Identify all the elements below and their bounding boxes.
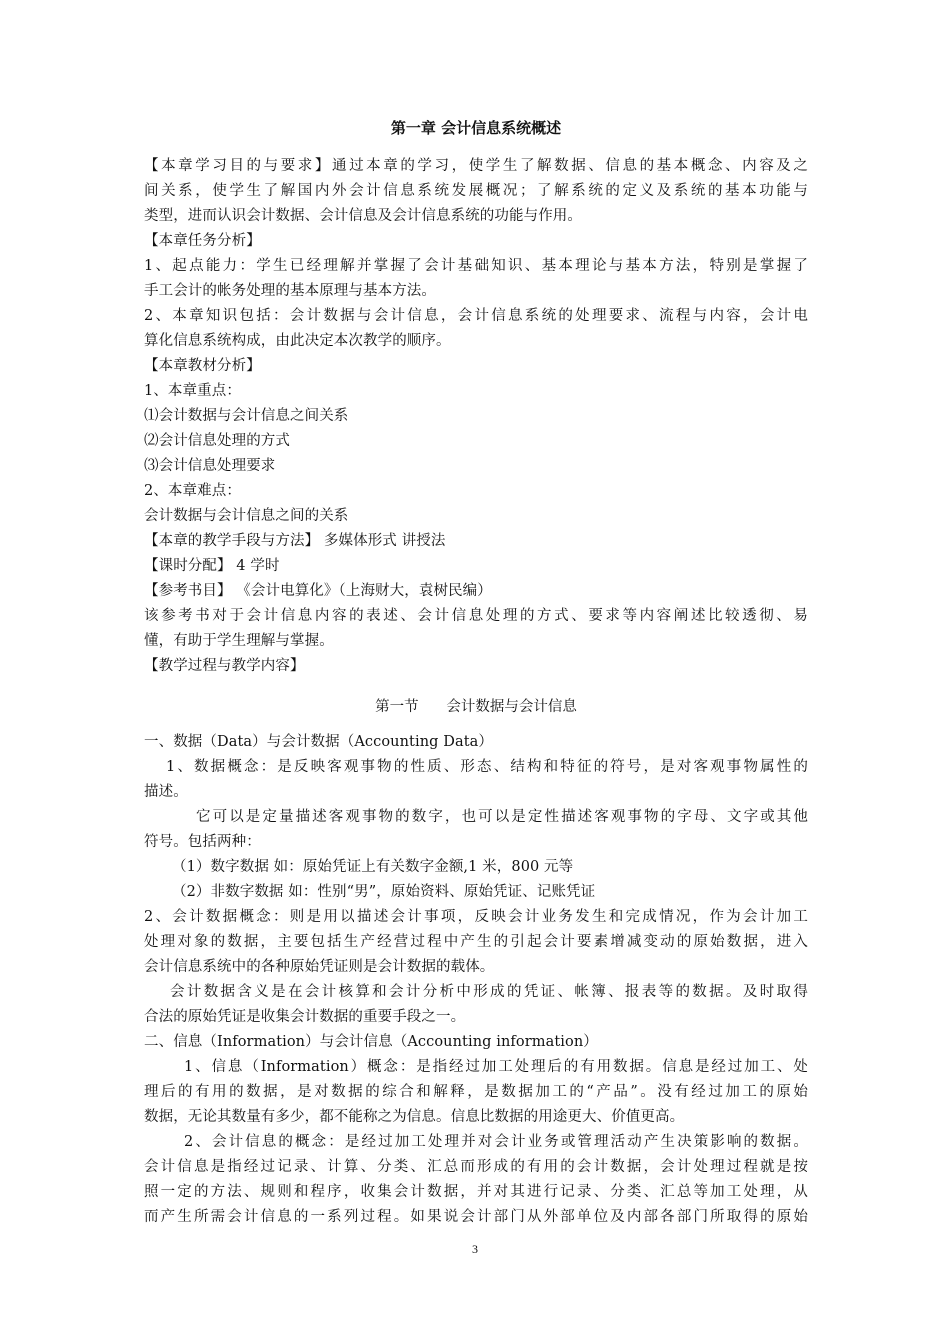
task-line-4: 算化信息系统构成，由此决定本次教学的顺序。: [144, 333, 451, 349]
reference-line: 【参考书目】 《会计电算化》（上海财大，袁树民编）: [144, 583, 492, 599]
intro-line-2: 间关系，使学生了解国内外会计信息系统发展概况；了解系统的定义及系统的基本功能与: [144, 183, 808, 199]
intro-line-1: 【本章学习目的与要求】通过本章的学习，使学生了解数据、信息的基本概念、内容及之: [144, 158, 808, 174]
body-line-14: 1、信息（Information）概念：是指经过加工处理后的有用数据。信息是经过加工、处: [184, 1059, 808, 1075]
body-line-19: 照一定的方法、规则和程序，收集会计数据，并对其进行记录、分类、汇总等加工处理，从: [144, 1184, 808, 1200]
body-line-16: 数据，无论其数量有多少，都不能称之为信息。信息比数据的用途更大、价值更高。: [144, 1109, 685, 1125]
body-line-11: 会计数据含义是在会计核算和会计分析中形成的凭证、帐簿、报表等的数据。及时取得: [170, 984, 808, 1000]
body-line-15: 理后的有用的数据，是对数据的综合和解释，是数据加工的“产品”。没有经过加工的原始: [144, 1084, 808, 1100]
material-line-3: ⑵会计信息处理的方式: [144, 433, 290, 449]
material-line-1: 1、本章重点：: [144, 383, 241, 399]
intro-line-3: 类型，进而认识会计数据、会计信息及会计信息系统的功能与作用。: [144, 208, 582, 224]
material-line-6: 会计数据与会计信息之间的关系: [144, 508, 349, 524]
page-number: 3: [472, 1242, 478, 1256]
task-line-3: 2、本章知识包括：会计数据与会计信息，会计信息系统的处理要求、流程与内容，会计电: [144, 308, 808, 324]
material-line-4: ⑶会计信息处理要求: [144, 458, 276, 474]
page-content: [144, 118, 808, 1230]
body-line-7: （2）非数字数据 如：性别“男”，原始资料、原始凭证、记账凭证: [172, 884, 596, 900]
section-title: 第一节 会计数据与会计信息: [375, 699, 577, 715]
material-line-5: 2、本章难点：: [144, 483, 241, 499]
body-line-20: 而产生所需会计信息的一系列过程。如果说会计部门从外部单位及内部各部门所取得的原始: [144, 1209, 808, 1225]
task-analysis-heading: 【本章任务分析】: [144, 233, 261, 249]
chapter-title: 第一章 会计信息系统概述: [390, 119, 562, 137]
body-line-9: 处理对象的数据，主要包括生产经营过程中产生的引起会计要素增减变动的原始数据，进入: [144, 934, 808, 950]
task-line-1: 1、起点能力：学生已经理解并掌握了会计基础知识、基本理论与基本方法，特别是掌握了: [144, 258, 808, 274]
reference-note-line-2: 懂，有助于学生理解与掌握。: [144, 633, 334, 649]
body-line-12: 合法的原始凭证是收集会计数据的重要手段之一。: [144, 1009, 466, 1025]
reference-note-line-1: 该参考书对于会计信息内容的表述、会计信息处理的方式、要求等内容阐述比较透彻、易: [144, 608, 808, 624]
material-analysis-heading: 【本章教材分析】: [144, 358, 261, 374]
body-line-17: 2、会计信息的概念：是经过加工处理并对会计业务或管理活动产生决策影响的数据。: [184, 1134, 808, 1150]
hours-line: 【课时分配】 4 学时: [144, 558, 280, 574]
teaching-process-heading: 【教学过程与教学内容】: [144, 658, 305, 674]
teaching-method-line: 【本章的教学手段与方法】 多媒体形式 讲授法: [144, 533, 446, 549]
body-line-5: 符号。包括两种：: [144, 834, 261, 850]
body-line-8: 2、会计数据概念：则是用以描述会计事项，反映会计业务发生和完成情况，作为会计加工: [144, 909, 808, 925]
material-line-2: ⑴会计数据与会计信息之间关系: [144, 408, 349, 424]
body-line-6: （1）数字数据 如：原始凭证上有关数字金额,1 米，800 元等: [172, 859, 574, 875]
body-line-10: 会计信息系统中的各种原始凭证则是会计数据的载体。: [144, 959, 495, 975]
body-line-13: 二、信息（Information）与会计信息（Accounting information）: [144, 1034, 598, 1050]
body-line-1: 一、数据（Data）与会计数据（Accounting Data）: [144, 734, 493, 750]
body-line-4: 它可以是定量描述客观事物的数字，也可以是定性描述客观事物的字母、文字或其他: [196, 809, 808, 825]
body-line-3: 描述。: [144, 784, 188, 800]
body-line-18: 会计信息是指经过记录、计算、分类、汇总而形成的有用的会计数据，会计处理过程就是按: [144, 1159, 808, 1175]
body-line-2: 1、数据概念：是反映客观事物的性质、形态、结构和特征的符号，是对客观事物属性的: [166, 759, 808, 775]
task-line-2: 手工会计的帐务处理的基本原理与基本方法。: [144, 283, 436, 299]
